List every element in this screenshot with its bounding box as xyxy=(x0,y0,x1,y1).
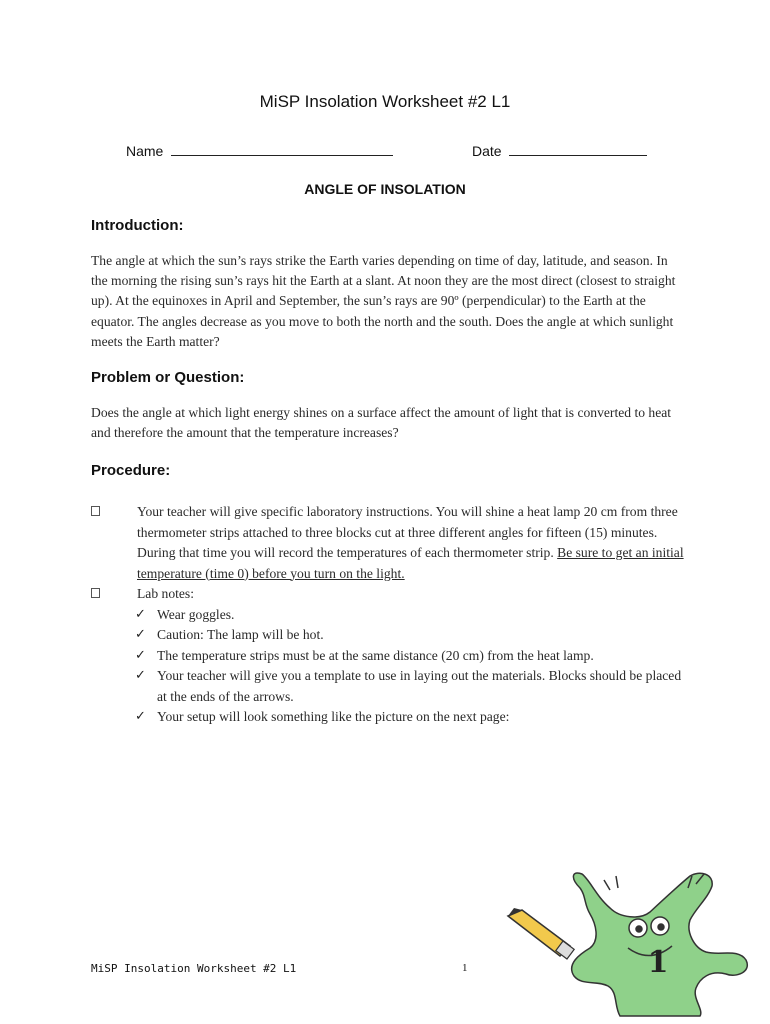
checkbox-placeholder-icon xyxy=(91,506,100,516)
lab-note-text: Caution: The lamp will be hot. xyxy=(157,627,324,642)
date-label: Date xyxy=(472,143,502,159)
worksheet-title: MiSP Insolation Worksheet #2 L1 xyxy=(259,92,511,111)
lab-note-item xyxy=(91,646,691,667)
introduction-heading: Introduction: xyxy=(91,217,184,234)
procedure-item xyxy=(91,584,691,605)
checkmark-icon: ✓ xyxy=(135,627,146,642)
procedure-item-text: Your teacher will give specific laboratory instructions. You will shine a heat lamp 20 cm from three thermometer strips attached to three blocks cut at three different angles for fifteen (15) minutes. During that time you will record the temperatures of each thermometer strip. xyxy=(137,504,678,560)
section-subtitle: ANGLE OF INSOLATION xyxy=(304,181,466,197)
lab-notes-label: Lab notes: xyxy=(137,586,195,601)
footer-title: MiSP Insolation Worksheet #2 L1 xyxy=(91,962,297,975)
lab-note-text: Your setup will look something like the picture on the next page: xyxy=(157,709,510,724)
problem-heading: Problem or Question: xyxy=(91,369,245,386)
lab-note-text: The temperature strips must be at the same distance (20 cm) from the heat lamp. xyxy=(157,647,594,663)
name-label: Name xyxy=(126,143,164,159)
lab-note-item xyxy=(91,605,691,626)
lab-notes-list xyxy=(91,605,691,728)
mascot-badge-number: 1 xyxy=(647,945,669,980)
introduction-text: The angle at which the sun’s rays strike the Earth varies depending on time of day, latitude, and season. In the morning the rising sun’s rays hit the Earth at a slant. At noon they are the most direct (closest to straight up). At the equinoxes in April and September, the sun’s rays are 90º (perpendicular) to the Earth at the equator. The angles decrease as you move to both the north and the south. Does the angle at which sunlight meets the Earth matter? xyxy=(91,253,676,349)
name-field xyxy=(126,141,393,159)
checkbox-placeholder-icon xyxy=(91,588,100,598)
date-field xyxy=(472,141,647,159)
name-line xyxy=(171,141,393,156)
checkmark-icon: ✓ xyxy=(135,709,146,724)
page-number: 1 xyxy=(462,962,468,974)
lab-note-text: Wear goggles. xyxy=(157,606,235,622)
checkmark-icon: ✓ xyxy=(135,606,146,622)
problem-text: Does the angle at which light energy shines on a surface affect the amount of light that is converted to heat and therefore the amount that the temperature increases? xyxy=(91,405,672,441)
checkmark-icon: ✓ xyxy=(135,647,146,663)
lab-note-text: Your teacher will give you a template to use in laying out the materials. Blocks should be placed at the ends of the arrows. xyxy=(157,668,682,704)
lab-note-item xyxy=(91,666,691,707)
date-line xyxy=(509,141,647,156)
lab-note-item xyxy=(91,625,691,646)
lab-note-item xyxy=(91,707,691,728)
pencil-icon xyxy=(508,908,574,959)
procedure-item xyxy=(91,502,691,584)
frog-with-pencil-mascot-icon xyxy=(500,868,760,1018)
checkmark-icon: ✓ xyxy=(135,668,146,683)
procedure-heading: Procedure: xyxy=(91,462,171,479)
procedure-item-emphasis: Be sure to get an initial temperature (time 0) before you turn on the light. xyxy=(137,545,684,581)
procedure-list xyxy=(91,502,691,728)
